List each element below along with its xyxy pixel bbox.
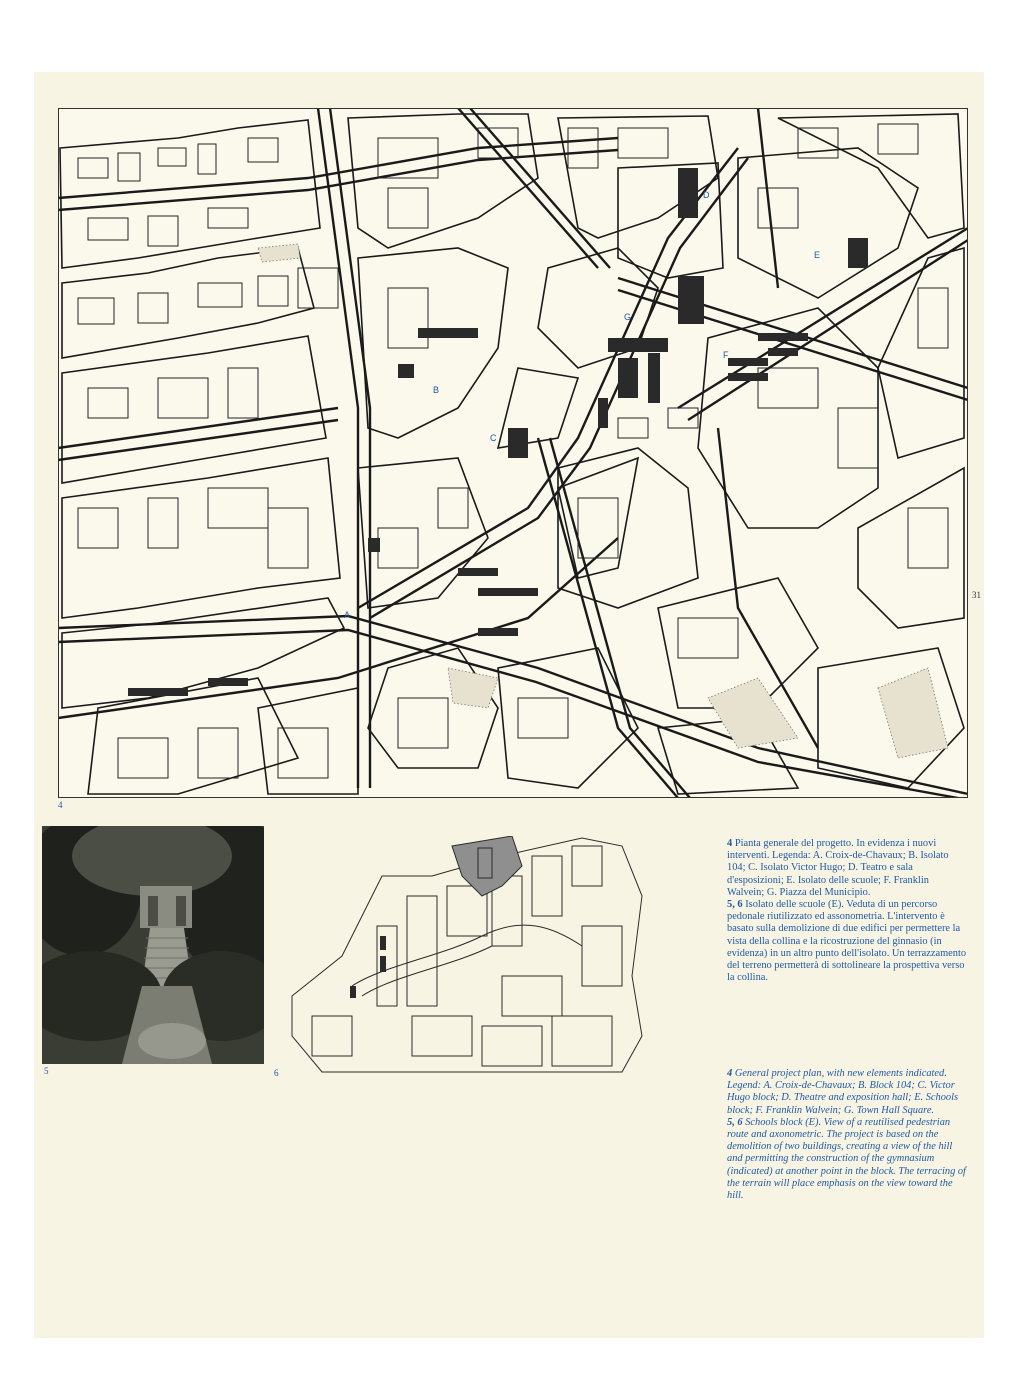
- map-label-c: C: [490, 433, 497, 443]
- caption-en-paragraph-2: [727, 1117, 967, 1202]
- caption-italian: [727, 838, 967, 984]
- caption-english: [727, 1068, 967, 1202]
- figure-number-4: 4: [58, 800, 63, 810]
- page-number: 31: [972, 590, 981, 600]
- city-plan-map: [58, 108, 968, 798]
- map-label-e: E: [814, 250, 821, 260]
- figure-number-5: 5: [44, 1066, 49, 1076]
- map-label-f: F: [723, 350, 729, 360]
- caption-en-fig4-text: General project plan, with new elements indicated. Legend: A. Croix-de-Chavaux; B. Block 104; C. Victor Hugo block; D. Theatre and exposition hall; E. Schools block; F. Franklin Walvein; G. Town Hall Square.: [727, 1068, 959, 1116]
- caption-en-paragraph-1: [727, 1068, 967, 1117]
- caption-it-paragraph-1: [727, 838, 967, 899]
- caption-it-fig56-text: Isolato delle scuole (E). Veduta di un percorso pedonale riutilizzato ed assonometria. L'intervento è basato sulla demolizione di due edifici per permettere la vista della collina e la ricostruzione del ginnasio (in evidenza) in un altro punto dell'isolato. Un terrazzamento del terreno permetterà di sottolineare la prospettiva verso la collina.: [727, 899, 967, 984]
- caption-en-fig56-text: Schools block (E). View of a reutilised pedestrian route and axonometric. The project is based on the demolition of two buildings, creating a view of the hill and permitting the construction of the gymnasium (indicated) at another point in the block. The terracing of the terrain will place emphasis on the view toward the hill.: [727, 1116, 966, 1202]
- caption-en-fig56-number: 5, 6: [727, 1116, 743, 1128]
- axonometric-drawing: [282, 836, 664, 1074]
- garden-path-photo: [42, 826, 264, 1064]
- map-label-g: G: [624, 312, 632, 322]
- caption-it-paragraph-2: [727, 899, 967, 984]
- map-label-d: D: [703, 190, 710, 200]
- caption-it-fig56-number: 5, 6: [727, 899, 743, 911]
- figure-number-6: 6: [274, 1068, 279, 1078]
- caption-it-fig4-text: Pianta generale del progetto. In evidenza i nuovi interventi. Legenda: A. Croix-de-Chavaux; B. Isolato 104; C. Isolato Victor Hugo; D. Teatro e sala d'esposizioni; E. Isolato delle scuole; F. Franklin Walvein; G. Piazza del Municipio.: [727, 838, 949, 898]
- map-label-a: A: [344, 610, 351, 620]
- caption-it-fig4-number: 4: [727, 838, 733, 849]
- caption-en-fig4-number: 4: [727, 1068, 733, 1079]
- map-label-b: B: [433, 385, 440, 395]
